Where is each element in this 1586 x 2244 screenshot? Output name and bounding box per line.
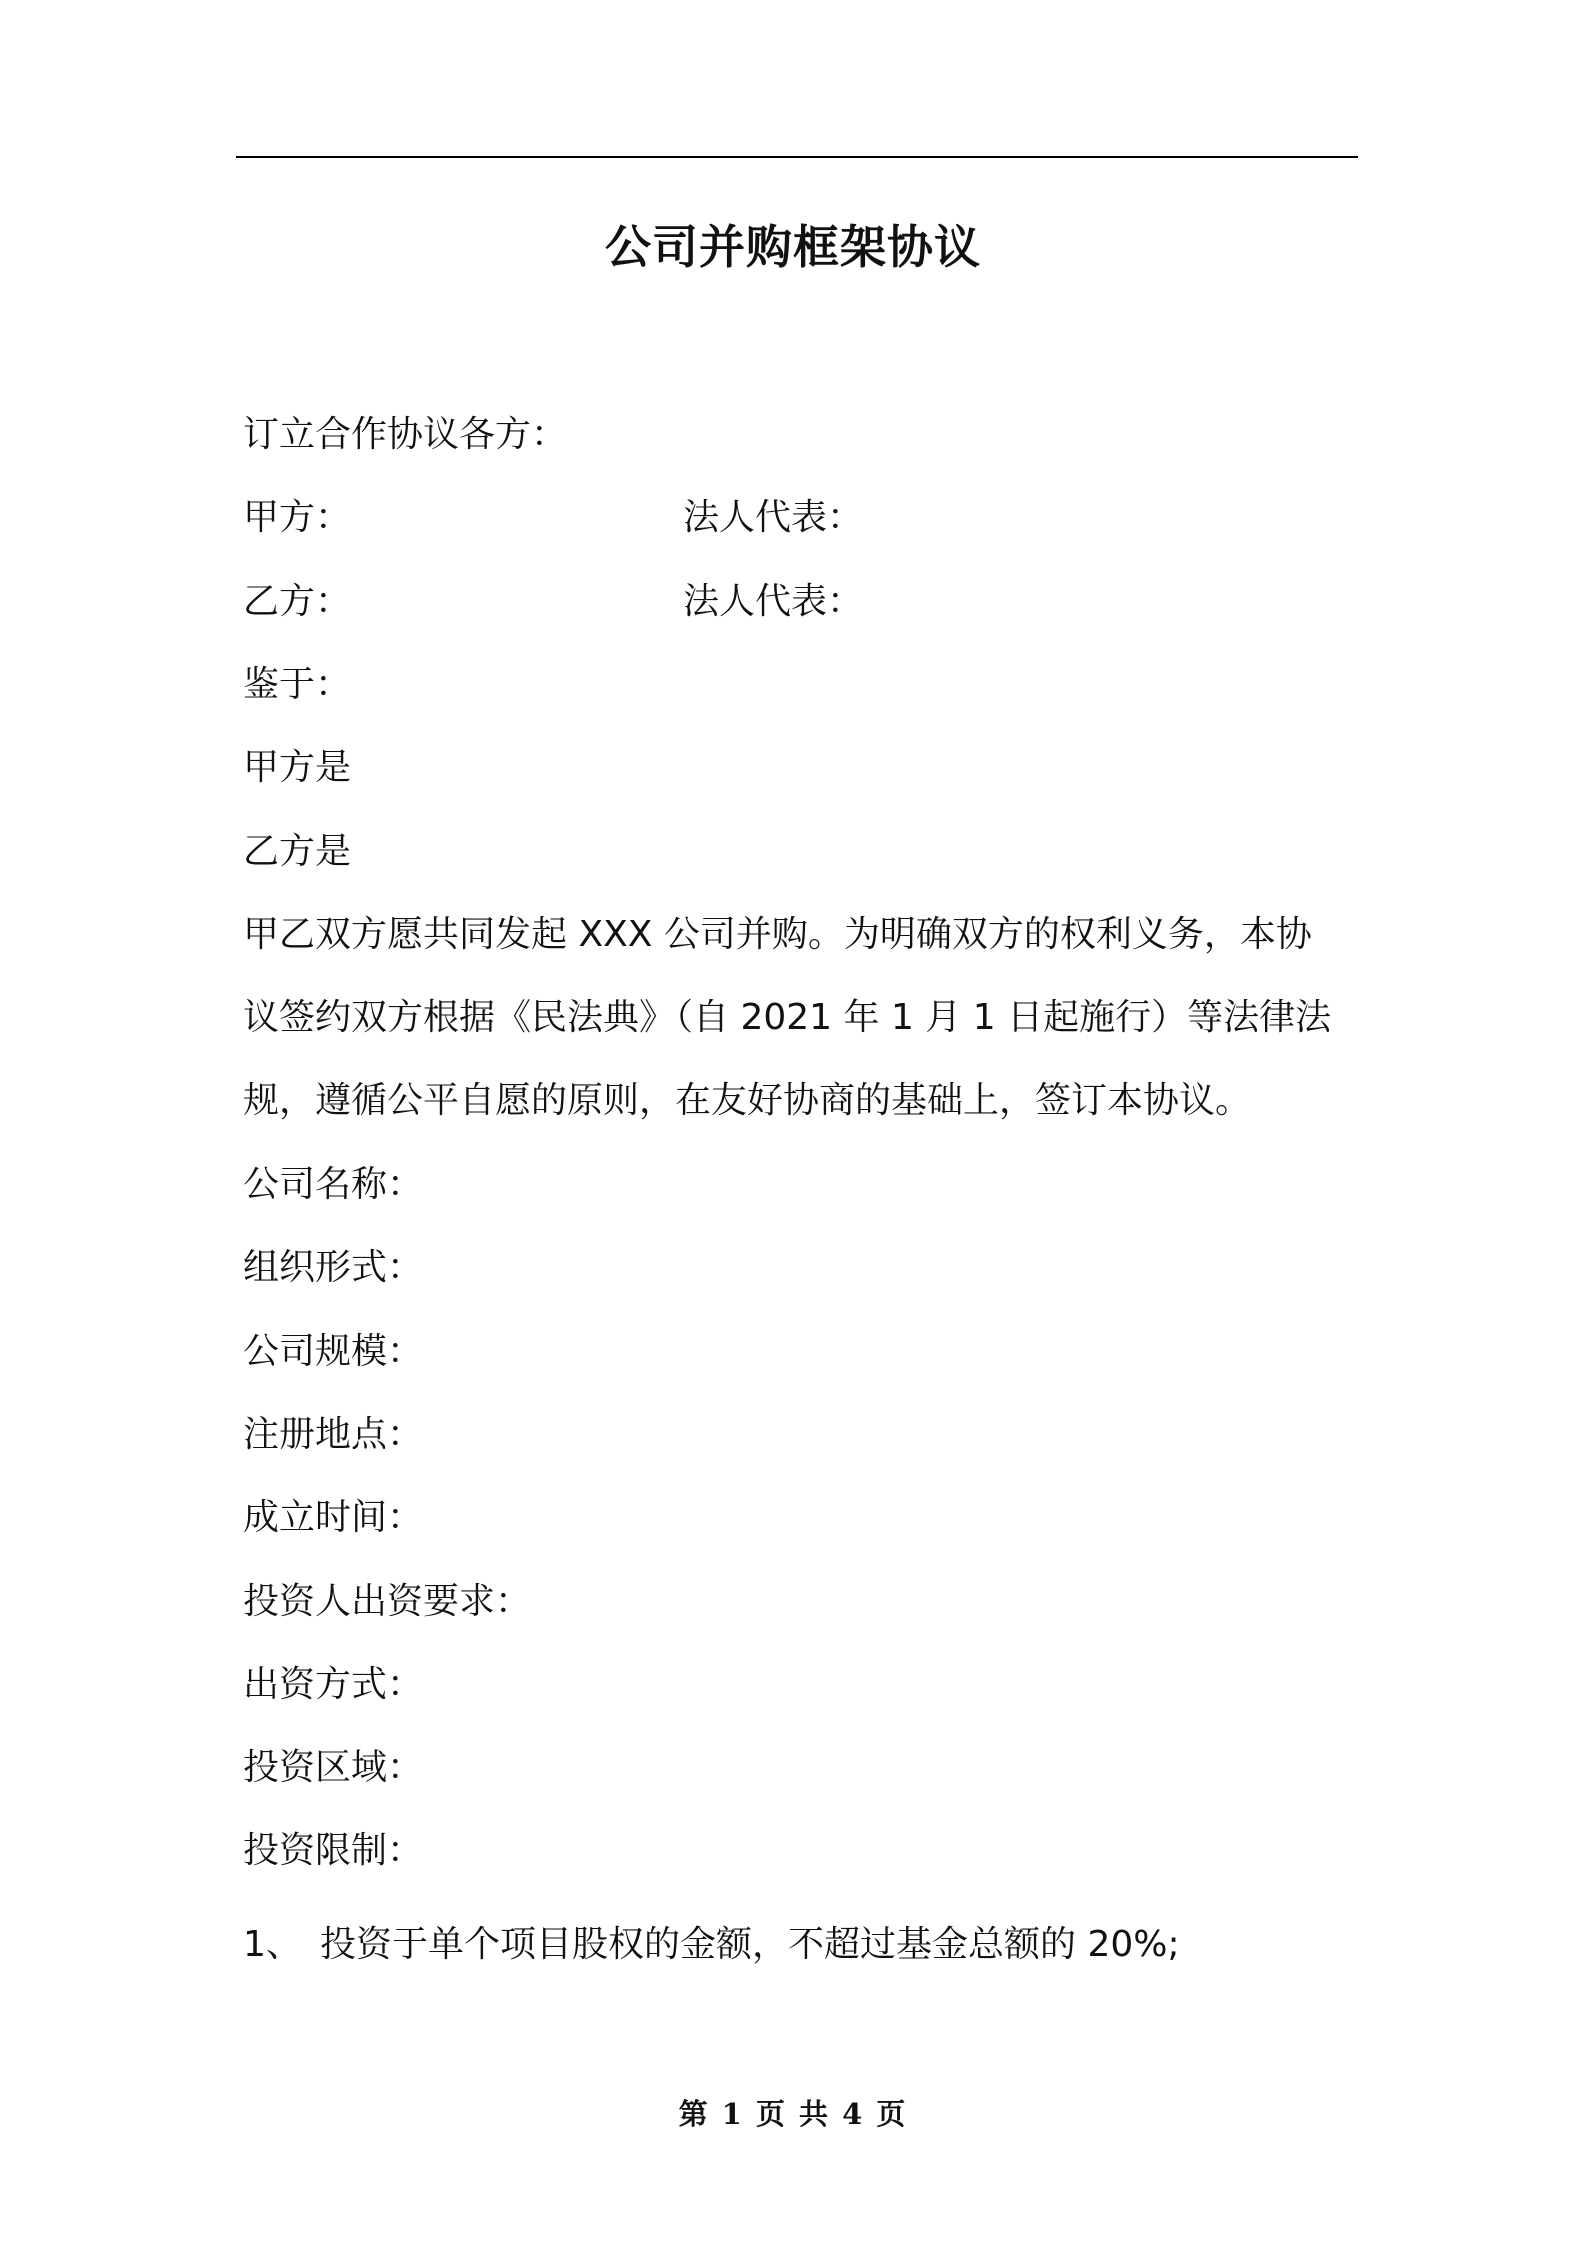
party-a-is: 甲方是 bbox=[243, 747, 352, 788]
party-a-label: 甲方： bbox=[243, 497, 352, 538]
whereas-label: 鉴于： bbox=[243, 664, 352, 705]
party-a-rep-label: 法人代表： bbox=[683, 497, 864, 538]
list-item-text: 投资于单个项目股权的金额，不超过基金总额的 20%; bbox=[320, 1924, 1180, 1965]
document-title: 公司并购框架协议 bbox=[605, 220, 981, 274]
parties-heading: 订立合作协议各方： bbox=[243, 414, 568, 455]
intro-paragraph-line: 甲乙双方愿共同发起 XXX 公司并购。为明确双方的权利义务，本协 bbox=[243, 914, 1312, 955]
party-b-is: 乙方是 bbox=[243, 831, 352, 872]
field-investment-region: 投资区域： bbox=[243, 1747, 424, 1788]
field-organization-form: 组织形式： bbox=[243, 1247, 424, 1288]
page-indicator: 第 1 页 共 4 页 bbox=[678, 2097, 908, 2131]
list-item-number: 1、 bbox=[243, 1924, 302, 1965]
field-company-scale: 公司规模： bbox=[243, 1331, 424, 1372]
header-rule bbox=[236, 156, 1358, 158]
party-b-rep-label: 法人代表： bbox=[683, 581, 864, 622]
field-established-date: 成立时间： bbox=[243, 1497, 424, 1538]
field-registered-address: 注册地点： bbox=[243, 1414, 424, 1455]
field-investor-requirements: 投资人出资要求： bbox=[243, 1581, 532, 1622]
field-investment-restrictions: 投资限制： bbox=[243, 1830, 424, 1871]
field-contribution-method: 出资方式： bbox=[243, 1664, 424, 1705]
intro-paragraph-line: 规，遵循公平自愿的原则，在友好协商的基础上，签订本协议。 bbox=[243, 1080, 1252, 1121]
intro-paragraph-line: 议签约双方根据《民法典》（自 2021 年 1 月 1 日起施行）等法律法 bbox=[243, 997, 1332, 1038]
field-company-name: 公司名称： bbox=[243, 1164, 424, 1205]
party-b-label: 乙方： bbox=[243, 581, 352, 622]
